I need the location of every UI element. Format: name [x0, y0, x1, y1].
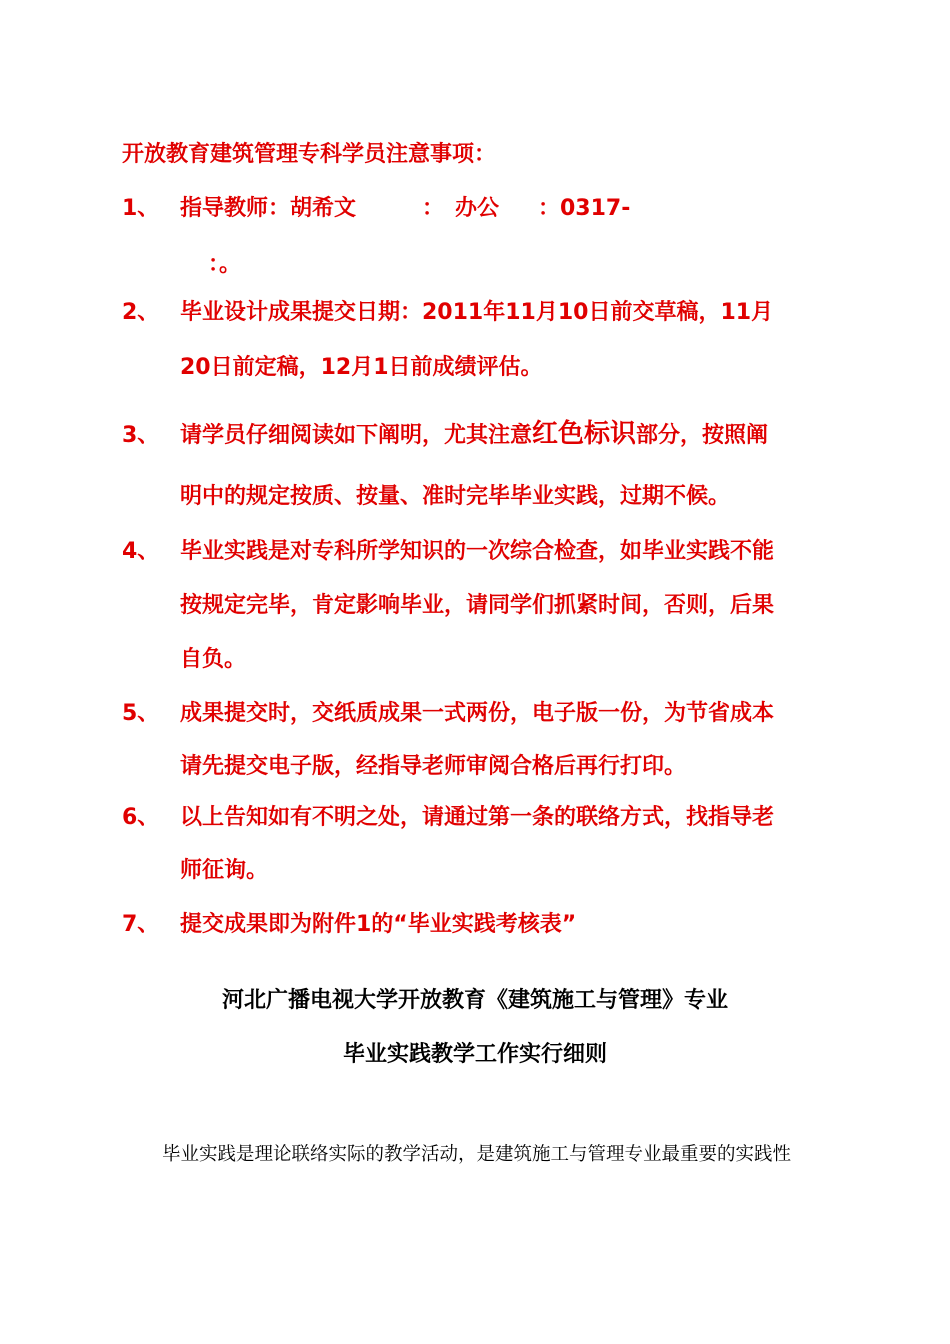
- notice-heading: 开放教育建筑管理专科学员注意事项：: [122, 142, 497, 167]
- item-4-line3: 自负。: [180, 647, 247, 672]
- document-title-line1: 河北广播电视大学开放教育《建筑施工与管理》专业: [221, 988, 728, 1013]
- item-5-line2: 请先提交电子版，经指导老师审阅合格后再行打印。: [180, 754, 687, 779]
- item-1-line2: ：。: [208, 252, 242, 277]
- item-3-text-a: 请学员仔细阅读如下阐明，尤其注意: [180, 423, 533, 448]
- item-7-number: 7、: [122, 912, 160, 937]
- item-3-line1: [180, 419, 768, 451]
- item-1-colon: ：: [422, 196, 445, 221]
- item-3-text-c: 部分，按照阐: [636, 423, 769, 448]
- item-7-line1: 提交成果即为附件1的“毕业实践考核表”: [180, 912, 577, 937]
- item-6-line1: 以上告知如有不明之处，请通过第一条的联络方式，找指导老: [180, 805, 775, 830]
- item-4-number: 4、: [122, 539, 160, 564]
- item-1-advisor: 指导教师：胡希文: [180, 196, 357, 221]
- item-4-line2: 按规定完毕，肯定影响毕业，请同学们抓紧时间，否则，后果: [180, 593, 775, 618]
- item-1-office-label: 办公: [455, 196, 500, 221]
- item-2-number: 2、: [122, 300, 160, 325]
- item-6-number: 6、: [122, 805, 160, 830]
- body-paragraph: 毕业实践是理论联络实际的教学活动，是建筑施工与管理专业最重要的实践性: [162, 1144, 792, 1165]
- item-1-number: 1、: [122, 196, 160, 221]
- item-2-line1: 毕业设计成果提交日期：2011年11月10日前交草稿，11月: [180, 300, 774, 325]
- item-3-red-mark: 红色标识: [532, 419, 637, 449]
- item-6-line2: 师征询。: [180, 858, 269, 883]
- item-3-number: 3、: [122, 423, 160, 448]
- item-4-line1: 毕业实践是对专科所学知识的一次综合检查，如毕业实践不能: [180, 539, 775, 564]
- item-5-line1: 成果提交时，交纸质成果一式两份，电子版一份，为节省成本: [180, 701, 775, 726]
- document-title-line2: 毕业实践教学工作实行细则: [342, 1042, 607, 1067]
- item-1-phone: ：0317-: [538, 196, 631, 221]
- item-3-line2: 明中的规定按质、按量、准时完毕毕业实践，过期不候。: [180, 484, 731, 509]
- item-5-number: 5、: [122, 701, 160, 726]
- item-2-line2: 20日前定稿，12月1日前成绩评估。: [180, 355, 543, 380]
